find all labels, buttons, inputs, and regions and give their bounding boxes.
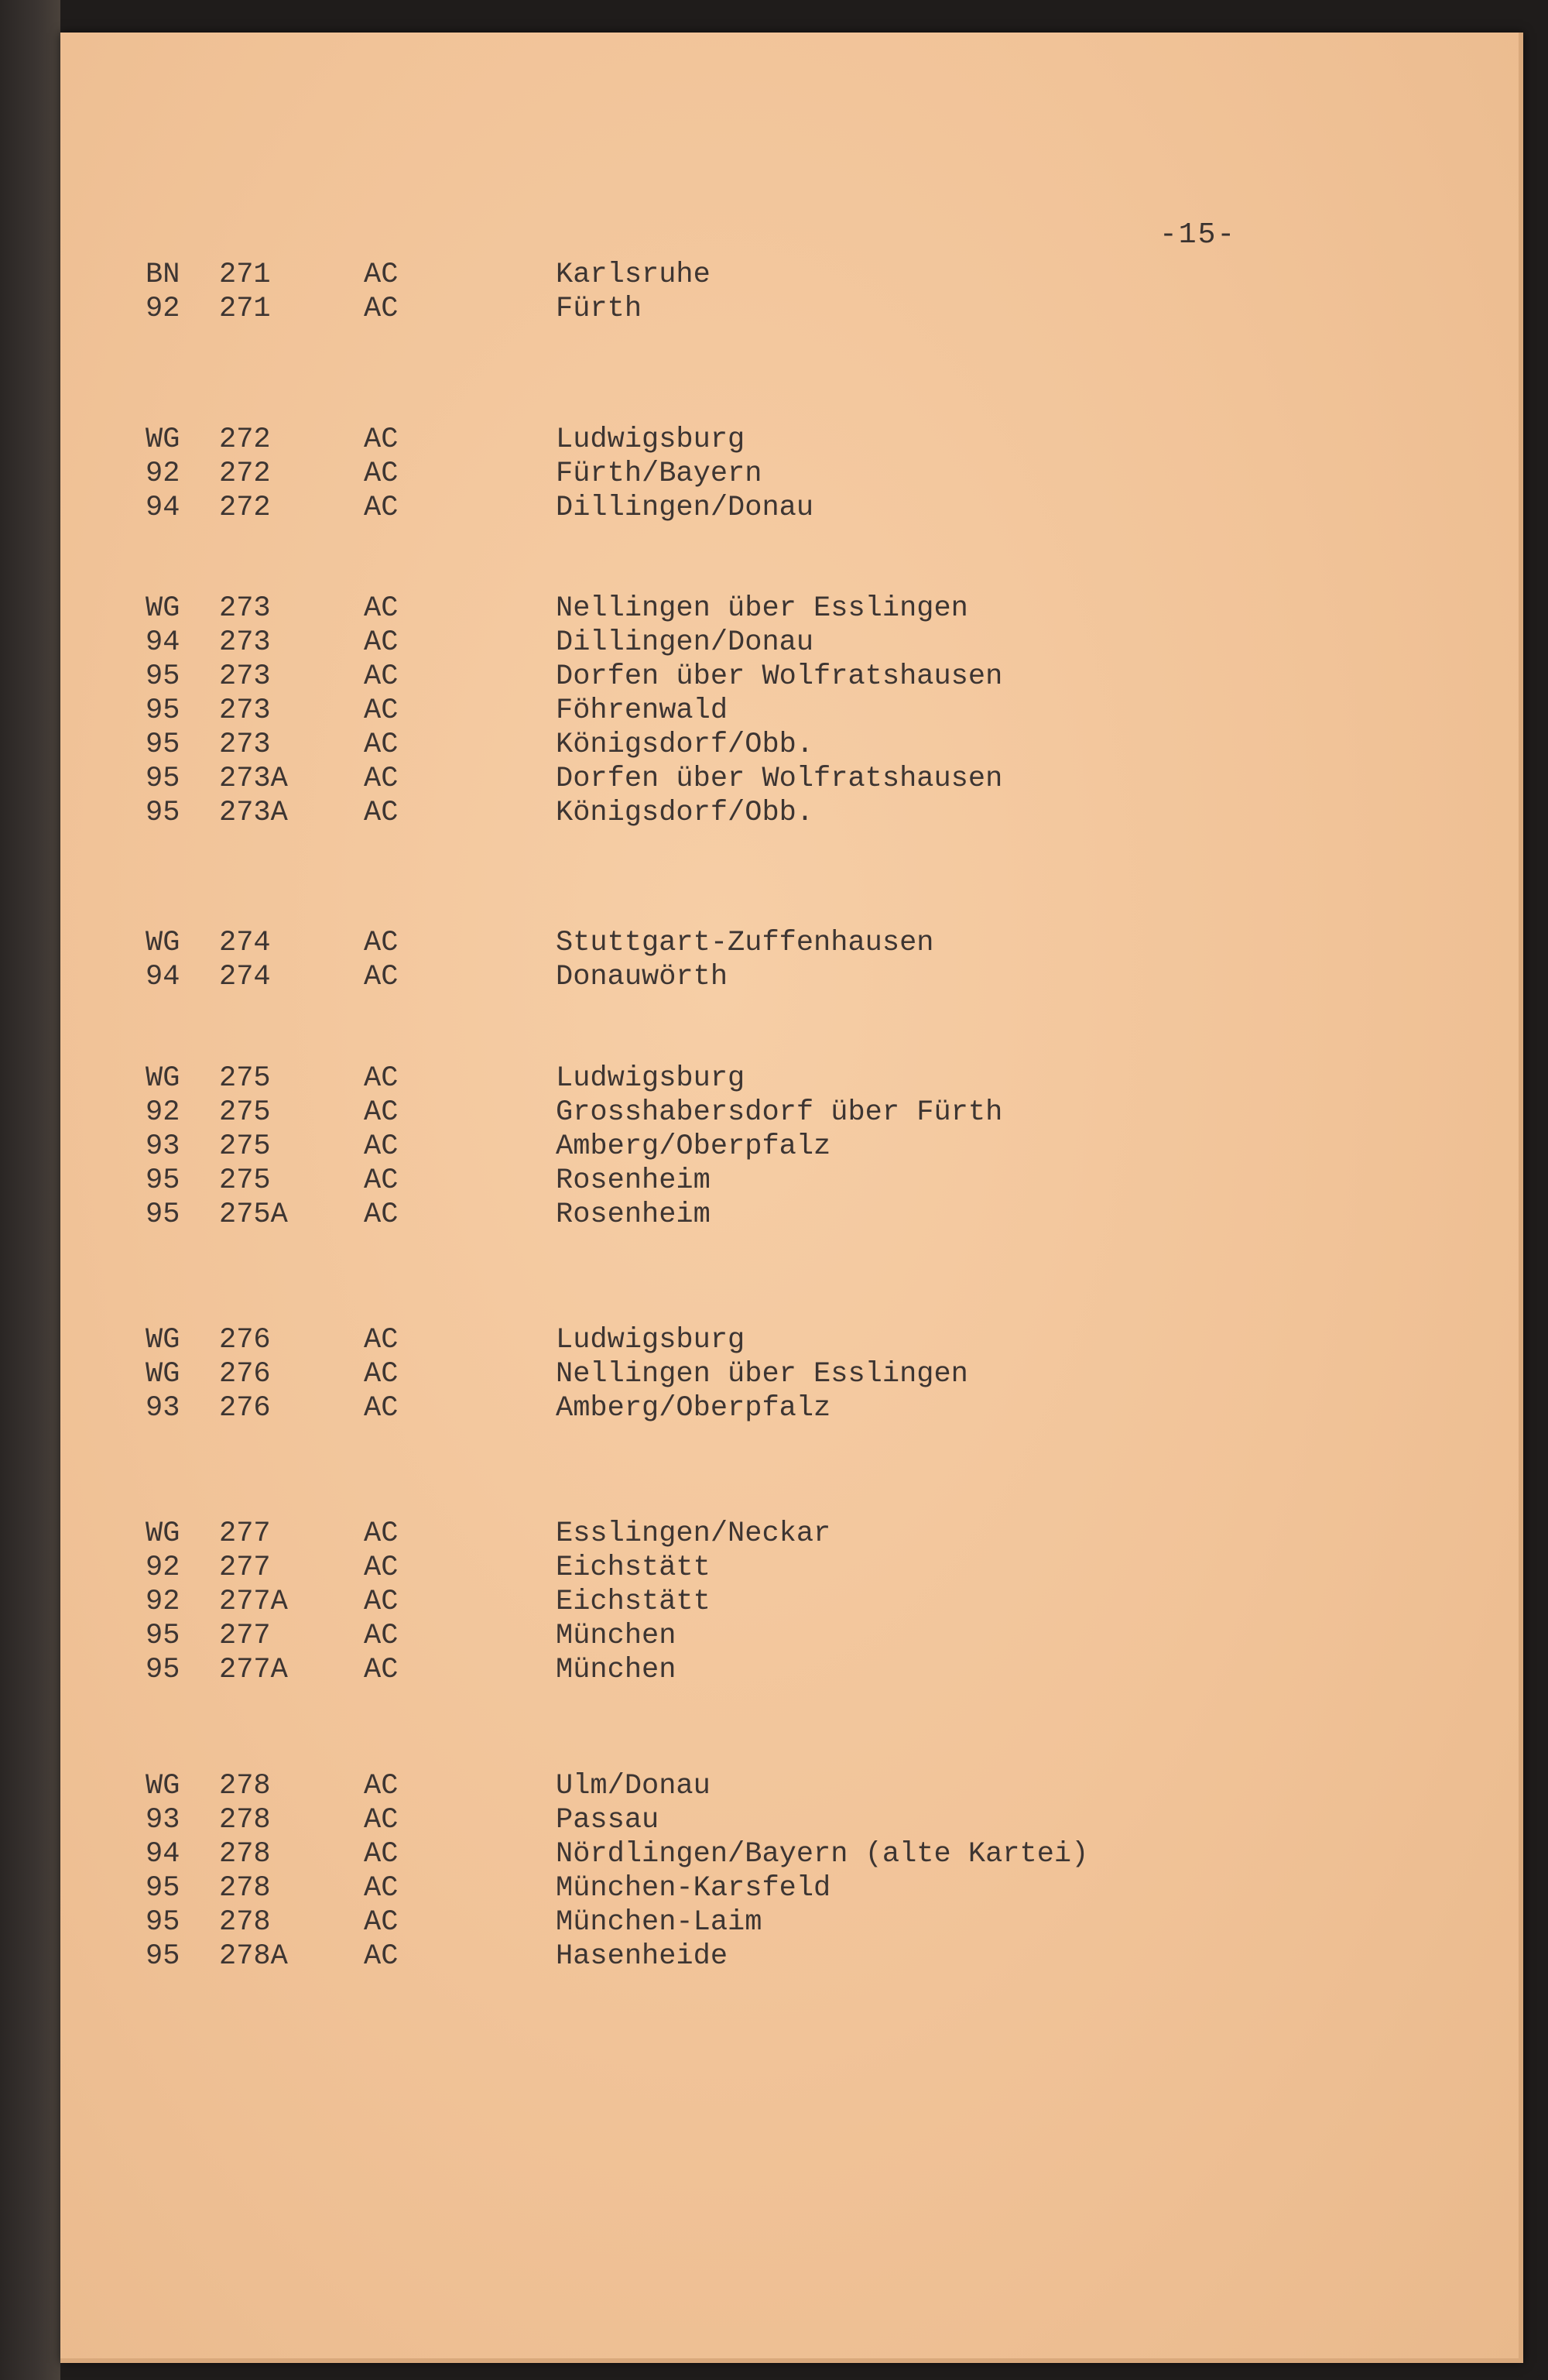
entry-code: 93 (146, 1392, 180, 1425)
entry-code: 95 (146, 1654, 180, 1686)
entry-place: Dillingen/Donau (556, 626, 814, 659)
entry-number: 273 (219, 592, 271, 625)
entry-place: Nellingen über Esslingen (556, 592, 968, 625)
entry-number: 271 (219, 293, 271, 325)
entry-ac: AC (364, 961, 399, 993)
entry-code: 95 (146, 694, 180, 727)
entry-row (60, 729, 1523, 763)
entry-ac: AC (364, 424, 399, 456)
entry-row (60, 592, 1523, 626)
entry-place: Stuttgart-Zuffenhausen (556, 927, 934, 959)
entry-place: Nördlingen/Bayern (alte Kartei) (556, 1838, 1089, 1871)
entry-row (60, 1552, 1523, 1586)
entry-ac: AC (364, 1872, 399, 1905)
entry-number: 273A (219, 763, 288, 795)
entry-place: Nellingen über Esslingen (556, 1358, 968, 1391)
entry-place: Ludwigsburg (556, 1062, 745, 1095)
entry-place: Eichstätt (556, 1552, 711, 1584)
entry-code: WG (146, 1358, 180, 1391)
entry-number: 278 (219, 1804, 271, 1836)
entry-row (60, 293, 1523, 327)
entry-code: BN (146, 259, 180, 291)
entry-row (60, 424, 1523, 458)
entry-place: Karlsruhe (556, 259, 711, 291)
entry-ac: AC (364, 927, 399, 959)
entry-number: 278A (219, 1940, 288, 1973)
entry-row (60, 1392, 1523, 1426)
entry-code: WG (146, 1770, 180, 1802)
entry-ac: AC (364, 1552, 399, 1584)
entry-row (60, 1062, 1523, 1096)
entry-row (60, 1096, 1523, 1130)
entry-row (60, 1620, 1523, 1654)
entry-place: Amberg/Oberpfalz (556, 1392, 831, 1425)
entry-number: 272 (219, 424, 271, 456)
entry-number: 271 (219, 259, 271, 291)
entry-row (60, 626, 1523, 660)
entry-number: 273 (219, 626, 271, 659)
entry-place: Königsdorf/Obb. (556, 729, 814, 761)
entry-place: Fürth (556, 293, 642, 325)
entry-row (60, 1199, 1523, 1233)
entry-ac: AC (364, 1620, 399, 1652)
entry-place: Eichstätt (556, 1586, 711, 1618)
entry-ac: AC (364, 660, 399, 693)
entry-number: 278 (219, 1872, 271, 1905)
entry-place: Föhrenwald (556, 694, 728, 727)
entry-number: 272 (219, 458, 271, 490)
entry-row (60, 458, 1523, 492)
entry-number: 275 (219, 1096, 271, 1129)
entry-code: 92 (146, 1552, 180, 1584)
entry-code: WG (146, 592, 180, 625)
entry-place: München-Karsfeld (556, 1872, 831, 1905)
entry-row (60, 1940, 1523, 1974)
entry-number: 273 (219, 729, 271, 761)
entry-place: München (556, 1654, 676, 1686)
entry-code: 95 (146, 797, 180, 829)
entry-ac: AC (364, 1838, 399, 1871)
entry-number: 272 (219, 492, 271, 524)
entry-code: WG (146, 927, 180, 959)
entry-number: 278 (219, 1906, 271, 1939)
entry-ac: AC (364, 694, 399, 727)
entry-code: 95 (146, 1872, 180, 1905)
entry-row (60, 694, 1523, 729)
entry-code: 93 (146, 1130, 180, 1163)
entry-place: Dorfen über Wolfratshausen (556, 763, 1003, 795)
entry-ac: AC (364, 1906, 399, 1939)
entry-ac: AC (364, 729, 399, 761)
entry-row (60, 961, 1523, 995)
entry-ac: AC (364, 1804, 399, 1836)
entry-number: 275 (219, 1130, 271, 1163)
entry-number: 275 (219, 1062, 271, 1095)
entry-row (60, 1324, 1523, 1358)
entry-place: Esslingen/Neckar (556, 1518, 831, 1550)
entry-ac: AC (364, 1130, 399, 1163)
entry-code: 95 (146, 729, 180, 761)
entry-ac: AC (364, 1392, 399, 1425)
entry-ac: AC (364, 626, 399, 659)
entry-ac: AC (364, 1586, 399, 1618)
entry-ac: AC (364, 1770, 399, 1802)
entry-row (60, 1518, 1523, 1552)
entry-ac: AC (364, 1164, 399, 1197)
entry-ac: AC (364, 293, 399, 325)
entry-number: 273 (219, 660, 271, 693)
book-binding (0, 0, 60, 2380)
entry-row (60, 763, 1523, 797)
entry-code: 92 (146, 458, 180, 490)
entry-ac: AC (364, 797, 399, 829)
entry-place: Fürth/Bayern (556, 458, 762, 490)
entry-place: Dorfen über Wolfratshausen (556, 660, 1003, 693)
entry-place: München-Laim (556, 1906, 762, 1939)
entry-place: Rosenheim (556, 1199, 711, 1231)
entry-row (60, 1586, 1523, 1620)
entry-place: Königsdorf/Obb. (556, 797, 814, 829)
entry-row (60, 1654, 1523, 1688)
entry-number: 277A (219, 1586, 288, 1618)
entry-number: 278 (219, 1770, 271, 1802)
entry-place: Ulm/Donau (556, 1770, 711, 1802)
entry-number: 277 (219, 1620, 271, 1652)
entry-place: Rosenheim (556, 1164, 711, 1197)
entry-number: 277 (219, 1518, 271, 1550)
entry-row (60, 1130, 1523, 1164)
entry-ac: AC (364, 592, 399, 625)
entry-place: Hasenheide (556, 1940, 728, 1973)
entry-code: WG (146, 424, 180, 456)
entry-ac: AC (364, 1096, 399, 1129)
entry-place: Grosshabersdorf über Fürth (556, 1096, 1003, 1129)
entry-number: 277A (219, 1654, 288, 1686)
document-page (60, 33, 1523, 2363)
entry-code: 95 (146, 1906, 180, 1939)
entry-ac: AC (364, 1199, 399, 1231)
entry-code: 94 (146, 1838, 180, 1871)
entry-code: 94 (146, 961, 180, 993)
entry-code: 92 (146, 1586, 180, 1618)
entry-row (60, 259, 1523, 293)
entry-number: 278 (219, 1838, 271, 1871)
entry-place: Ludwigsburg (556, 1324, 745, 1356)
entry-ac: AC (364, 1062, 399, 1095)
entry-place: Passau (556, 1804, 659, 1836)
entry-code: 94 (146, 492, 180, 524)
entry-place: Amberg/Oberpfalz (556, 1130, 831, 1163)
entry-number: 274 (219, 927, 271, 959)
entry-code: WG (146, 1518, 180, 1550)
entry-code: 95 (146, 1620, 180, 1652)
entry-ac: AC (364, 458, 399, 490)
entry-row (60, 1906, 1523, 1940)
entry-row (60, 1872, 1523, 1906)
entry-place: Ludwigsburg (556, 424, 745, 456)
page-number: -15- (1159, 218, 1237, 252)
entry-row (60, 492, 1523, 526)
entry-ac: AC (364, 1324, 399, 1356)
entry-code: WG (146, 1062, 180, 1095)
entry-ac: AC (364, 1654, 399, 1686)
entry-code: WG (146, 1324, 180, 1356)
entry-ac: AC (364, 1358, 399, 1391)
entry-row (60, 1804, 1523, 1838)
entry-row (60, 1164, 1523, 1199)
entry-number: 274 (219, 961, 271, 993)
entry-ac: AC (364, 259, 399, 291)
entry-row (60, 1838, 1523, 1872)
entry-row (60, 1770, 1523, 1804)
entry-row (60, 797, 1523, 831)
entry-code: 95 (146, 1940, 180, 1973)
entry-ac: AC (364, 1518, 399, 1550)
entry-code: 92 (146, 1096, 180, 1129)
entry-ac: AC (364, 492, 399, 524)
entry-code: 93 (146, 1804, 180, 1836)
entry-row (60, 660, 1523, 694)
entry-number: 273 (219, 694, 271, 727)
entry-list (60, 33, 1523, 2363)
entry-number: 276 (219, 1392, 271, 1425)
entry-code: 95 (146, 1199, 180, 1231)
entry-code: 92 (146, 293, 180, 325)
entry-code: 95 (146, 763, 180, 795)
entry-number: 276 (219, 1358, 271, 1391)
entry-number: 276 (219, 1324, 271, 1356)
entry-code: 94 (146, 626, 180, 659)
entry-row (60, 1358, 1523, 1392)
entry-number: 277 (219, 1552, 271, 1584)
entry-number: 273A (219, 797, 288, 829)
entry-ac: AC (364, 1940, 399, 1973)
entry-code: 95 (146, 660, 180, 693)
entry-place: Dillingen/Donau (556, 492, 814, 524)
entry-number: 275 (219, 1164, 271, 1197)
entry-code: 95 (146, 1164, 180, 1197)
entry-place: München (556, 1620, 676, 1652)
entry-ac: AC (364, 763, 399, 795)
entry-row (60, 927, 1523, 961)
entry-number: 275A (219, 1199, 288, 1231)
entry-place: Donauwörth (556, 961, 728, 993)
